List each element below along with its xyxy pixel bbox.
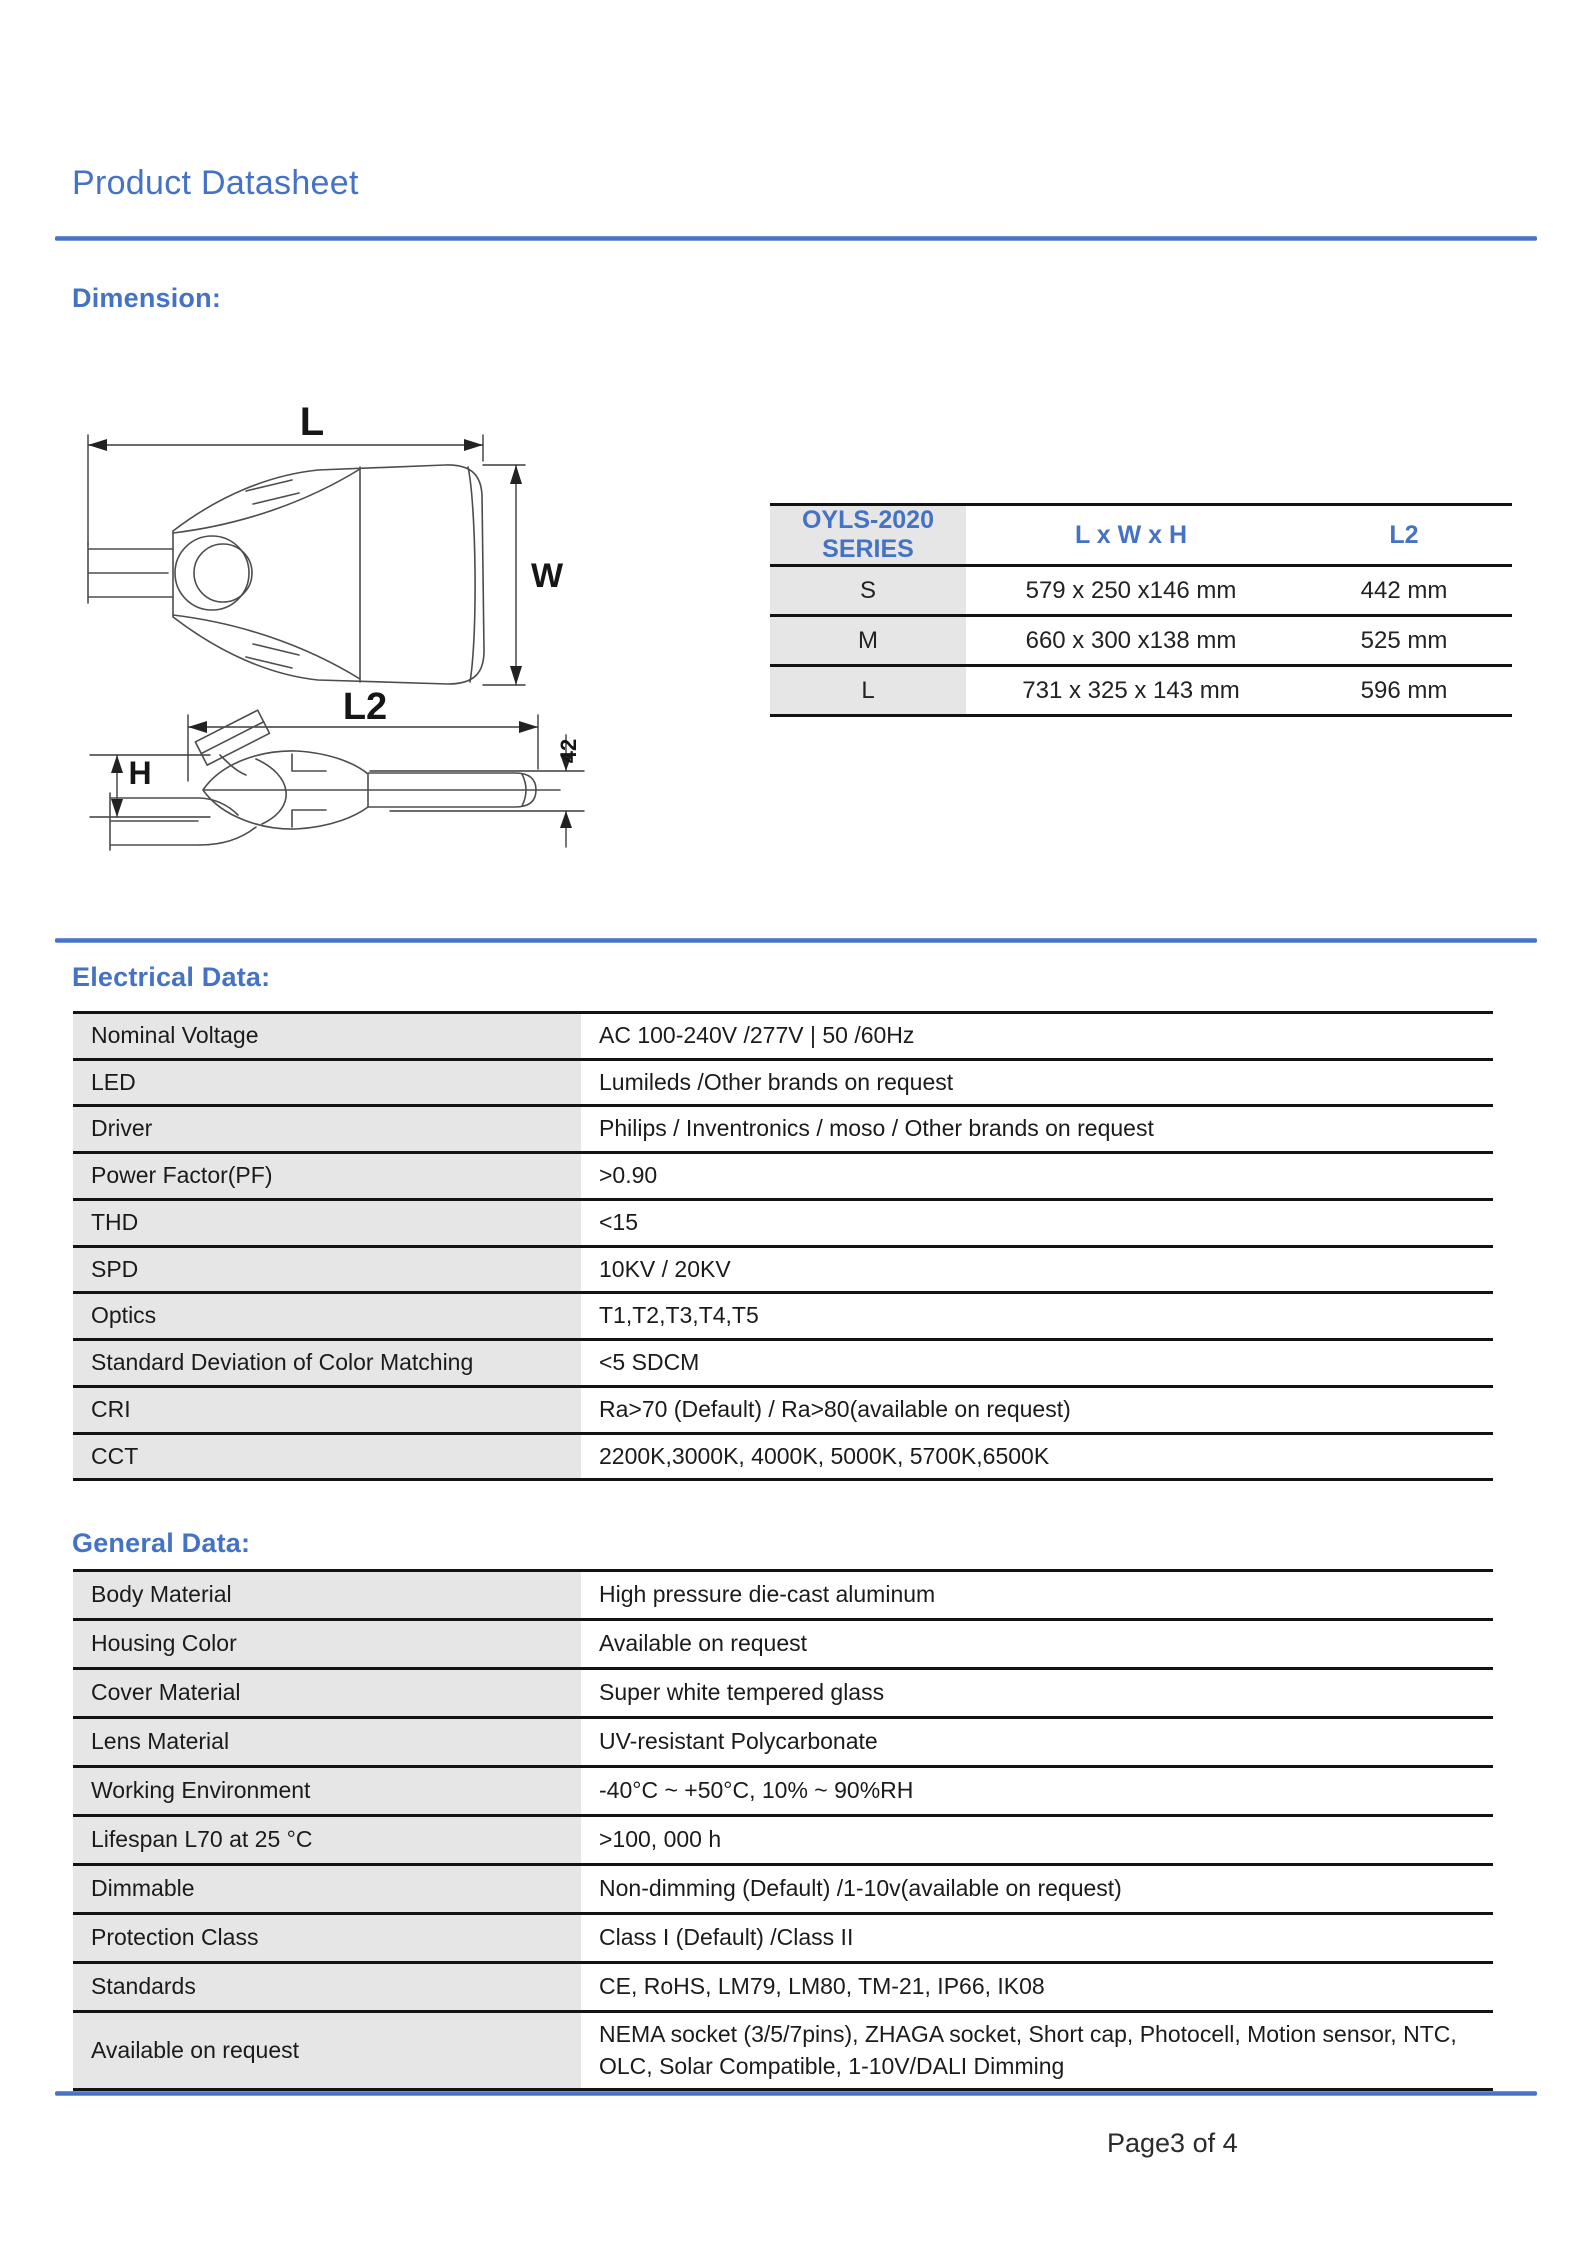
dimension-value-cell: 731 x 325 x 143 mm [966,666,1296,716]
spec-row [73,1865,1493,1914]
spec-value-cell: Non-dimming (Default) /1-10v(available on request) [581,1865,1493,1914]
dimension-table-column-header: L2 [1296,505,1512,566]
spec-label-cell: Protection Class [73,1914,581,1963]
spec-row [73,1433,1493,1480]
spec-row [73,1386,1493,1433]
general-data-table [73,1569,1493,2091]
spec-value-cell: High pressure die-cast aluminum [581,1571,1493,1620]
side-view-drawing [90,686,584,850]
section-heading-electrical: Electrical Data: [72,962,271,992]
dimension-value-cell: 579 x 250 x146 mm [966,566,1296,616]
dimension-label-w: W [530,557,564,595]
spec-value-cell: AC 100-240V /277V | 50 /60Hz [581,1013,1493,1060]
spec-label-cell: Lens Material [73,1718,581,1767]
page-title: Product Datasheet [72,164,359,202]
spec-row [73,1767,1493,1816]
divider-bottom [55,2091,1537,2096]
spec-value-cell: Lumileds /Other brands on request [581,1059,1493,1106]
spec-row [73,1153,1493,1200]
spec-value-cell: Philips / Inventronics / moso / Other brands on request [581,1106,1493,1153]
spec-value-cell: -40°C ~ +50°C, 10% ~ 90%RH [581,1767,1493,1816]
spec-row [73,1293,1493,1340]
spec-row [73,1620,1493,1669]
dimension-table-header-row [770,505,1512,566]
spec-label-cell: Optics [73,1293,581,1340]
spec-label-cell: Nominal Voltage [73,1013,581,1060]
dimension-table-column-header: L x W x H [966,505,1296,566]
spec-label-cell: Standard Deviation of Color Matching [73,1340,581,1387]
spec-value-cell: 10KV / 20KV [581,1246,1493,1293]
spec-label-cell: Dimmable [73,1865,581,1914]
spec-row [73,2012,1493,2090]
top-view-drawing [88,400,564,685]
spec-row [73,1340,1493,1387]
spec-label-cell: Power Factor(PF) [73,1153,581,1200]
divider-middle [55,938,1537,943]
dimension-table-head [770,505,1512,566]
spec-value-cell: Available on request [581,1620,1493,1669]
spec-label-cell: LED [73,1059,581,1106]
spec-row [73,1571,1493,1620]
section-heading-general: General Data: [72,1528,251,1558]
dimension-table-row [770,616,1512,666]
spec-row [73,1246,1493,1293]
page-footer: Page3 of 4 [1107,2128,1238,2158]
spec-row [73,1059,1493,1106]
spec-value-cell: CE, RoHS, LM79, LM80, TM-21, IP66, IK08 [581,1963,1493,2012]
spec-label-cell: Available on request [73,2012,581,2090]
dimension-label-l2: L2 [342,686,388,728]
dimension-table-body [770,566,1512,716]
spec-row [73,1718,1493,1767]
spec-row [73,1013,1493,1060]
spec-value-cell: <15 [581,1199,1493,1246]
spec-label-cell: Cover Material [73,1669,581,1718]
spec-row [73,1669,1493,1718]
spec-label-cell: Lifespan L70 at 25 °C [73,1816,581,1865]
dimension-table-column-header: OYLS-2020 SERIES [770,505,966,566]
spec-value-cell: <5 SDCM [581,1340,1493,1387]
dimension-label-rise: 42 [556,738,581,764]
dimension-value-cell: 442 mm [1296,566,1512,616]
spec-label-cell: Housing Color [73,1620,581,1669]
spec-value-cell: 2200K,3000K, 4000K, 5000K, 5700K,6500K [581,1433,1493,1480]
spec-label-cell: Driver [73,1106,581,1153]
dimension-table-row [770,566,1512,616]
spec-row [73,1816,1493,1865]
dimension-table-row [770,666,1512,716]
spec-label-cell: Working Environment [73,1767,581,1816]
dimension-drawing [60,383,605,883]
dimension-label-h: H [128,755,152,791]
spec-value-cell: >0.90 [581,1153,1493,1200]
spec-row [73,1199,1493,1246]
electrical-data-table [73,1011,1493,1481]
size-cell: M [770,616,966,666]
spec-row [73,1914,1493,1963]
dimension-value-cell: 660 x 300 x138 mm [966,616,1296,666]
size-cell: L [770,666,966,716]
dimension-value-cell: 596 mm [1296,666,1512,716]
divider-top [55,236,1537,241]
dimension-table [770,503,1512,717]
spec-value-cell: Class I (Default) /Class II [581,1914,1493,1963]
spec-label-cell: Standards [73,1963,581,2012]
spec-label-cell: CCT [73,1433,581,1480]
spec-value-cell: Super white tempered glass [581,1669,1493,1718]
dimension-label-l: L [299,400,325,444]
spec-value-cell: UV-resistant Polycarbonate [581,1718,1493,1767]
spec-value-cell: >100, 000 h [581,1816,1493,1865]
dimension-value-cell: 525 mm [1296,616,1512,666]
spec-label-cell: SPD [73,1246,581,1293]
spec-label-cell: Body Material [73,1571,581,1620]
spec-value-cell: T1,T2,T3,T4,T5 [581,1293,1493,1340]
spec-row [73,1963,1493,2012]
spec-row [73,1106,1493,1153]
spec-label-cell: THD [73,1199,581,1246]
size-cell: S [770,566,966,616]
spec-value-cell: NEMA socket (3/5/7pins), ZHAGA socket, Short cap, Photocell, Motion sensor, NTC, OLC, Solar Compatible, 1-10V/DALI Dimming [581,2012,1493,2090]
spec-value-cell: Ra>70 (Default) / Ra>80(available on request) [581,1386,1493,1433]
section-heading-dimension: Dimension: [72,283,222,313]
spec-label-cell: CRI [73,1386,581,1433]
